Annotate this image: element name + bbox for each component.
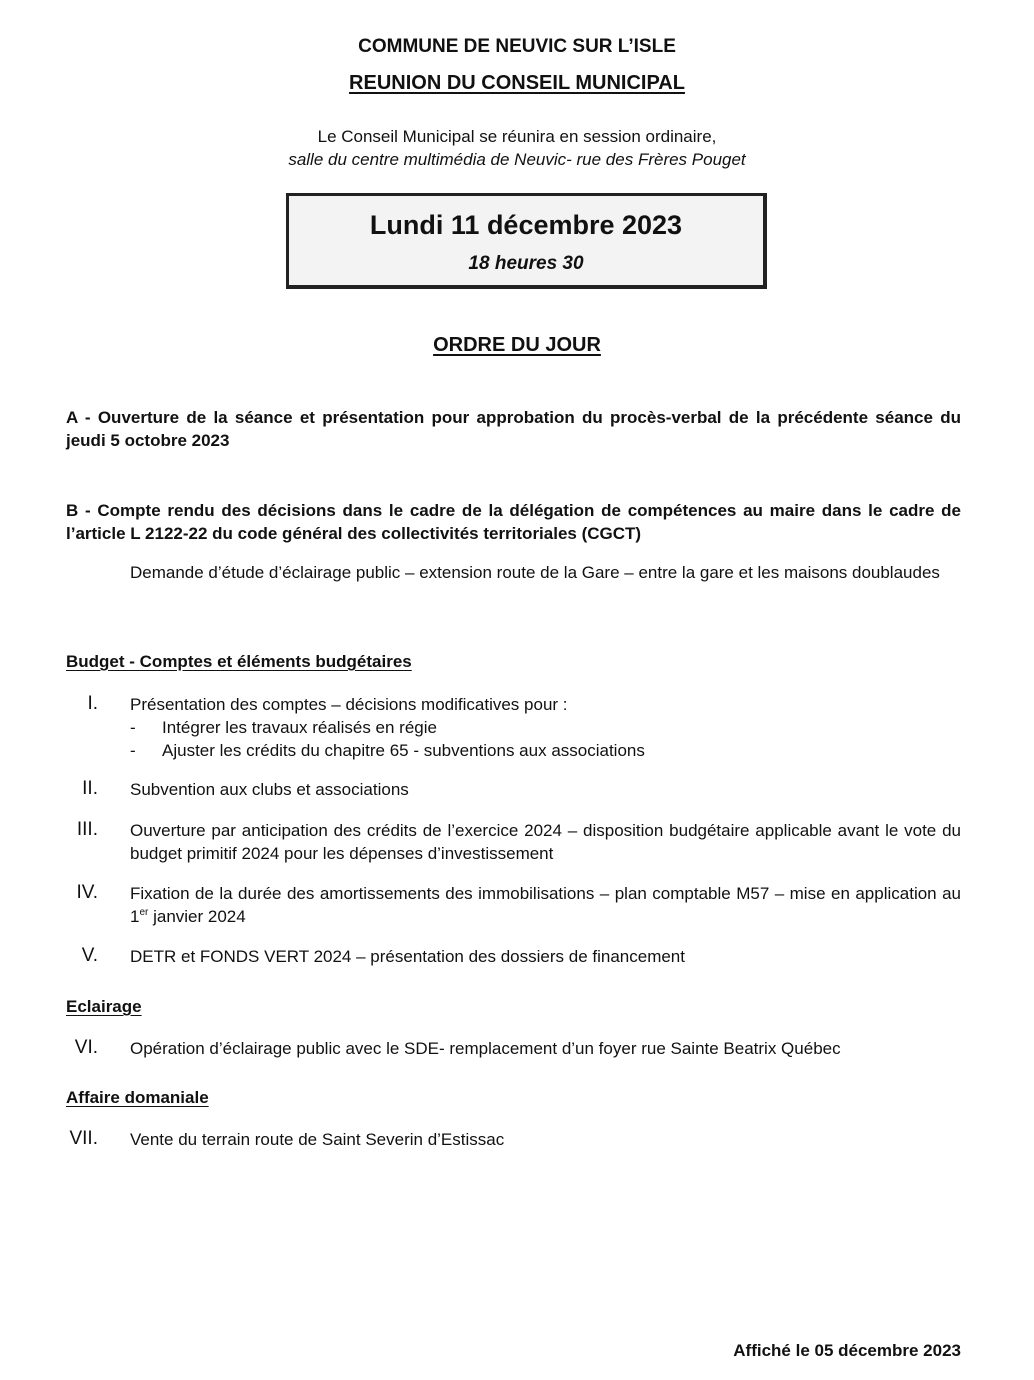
section-b: B - Compte rendu des décisions dans le cadre de la délégation de compétences au maire dans le cadre de l’article L 2122-22 du code général des collectivités territoriales (CGCT) xyxy=(66,501,961,543)
posted-date: Affiché le 05 décembre 2023 xyxy=(733,1341,961,1360)
item-number: I. xyxy=(87,693,98,714)
meeting-time: 18 heures 30 xyxy=(468,253,584,274)
meeting-date: Lundi 11 décembre 2023 xyxy=(369,210,683,240)
item-number: VII. xyxy=(69,1128,98,1149)
subitem-text: Intégrer les travaux réalisés en régie xyxy=(162,718,437,737)
item-number: VI. xyxy=(74,1037,98,1058)
budget-item-4 xyxy=(130,882,961,928)
section-a: A - Ouverture de la séance et présentation pour approbation du procès-verbal de la précédente séance du jeudi 5 octobre 2023 xyxy=(66,408,961,450)
meeting-title-text: REUNION DU CONSEIL MUNICIPAL xyxy=(349,72,685,94)
intro-line-2: salle du centre multimédia de Neuvic- rue des Frères Pouget xyxy=(288,150,746,169)
domaniale-heading: Affaire domaniale xyxy=(66,1088,209,1107)
budget-item-5: DETR et FONDS VERT 2024 – présentation des dossiers de financement xyxy=(130,947,685,966)
eclairage-item: Opération d’éclairage public avec le SDE- remplacement d’un foyer rue Sainte Beatrix Québec xyxy=(130,1039,841,1058)
budget-item-4-text-end: janvier 2024 xyxy=(148,907,246,926)
budget-item-3: Ouverture par anticipation des crédits de l’exercice 2024 – disposition budgétaire applicable avant le vote du budget primitif 2024 pour les dépenses d’investissement xyxy=(130,821,961,863)
section-b-item: Demande d’étude d’éclairage public – extension route de la Gare – entre la gare et les maisons doublaudes xyxy=(130,563,940,582)
budget-heading: Budget - Comptes et éléments budgétaires xyxy=(66,652,412,671)
dash-bullet: - xyxy=(130,718,136,737)
item-number: V. xyxy=(81,945,98,966)
item-number: III. xyxy=(76,819,98,840)
budget-item-1-text: Présentation des comptes – décisions modificatives pour : xyxy=(130,695,568,714)
commune-title: COMMUNE DE NEUVIC SUR L’ISLE xyxy=(358,36,676,57)
domaniale-item: Vente du terrain route de Saint Severin d’Estissac xyxy=(130,1130,505,1149)
agenda-title xyxy=(0,334,1034,357)
meeting-title xyxy=(0,72,1034,95)
agenda-title-text: ORDRE DU JOUR xyxy=(433,334,601,356)
list-item xyxy=(130,716,961,739)
eclairage-heading: Eclairage xyxy=(66,997,142,1016)
intro-line-1: Le Conseil Municipal se réunira en session ordinaire, xyxy=(317,127,717,146)
list-item xyxy=(130,739,961,762)
item-number: II. xyxy=(82,778,98,799)
item-number: IV. xyxy=(76,882,98,903)
subitem-text: Ajuster les crédits du chapitre 65 - subventions aux associations xyxy=(162,741,645,760)
budget-item-1 xyxy=(130,693,961,762)
superscript: er xyxy=(139,907,149,918)
dash-bullet: - xyxy=(130,741,136,760)
budget-item-2: Subvention aux clubs et associations xyxy=(130,780,409,799)
budget-item-4-text: Fixation de la durée des amortissements des immobilisations – plan comptable M57 – mise en application au 1 xyxy=(130,884,961,926)
date-box xyxy=(286,193,767,289)
